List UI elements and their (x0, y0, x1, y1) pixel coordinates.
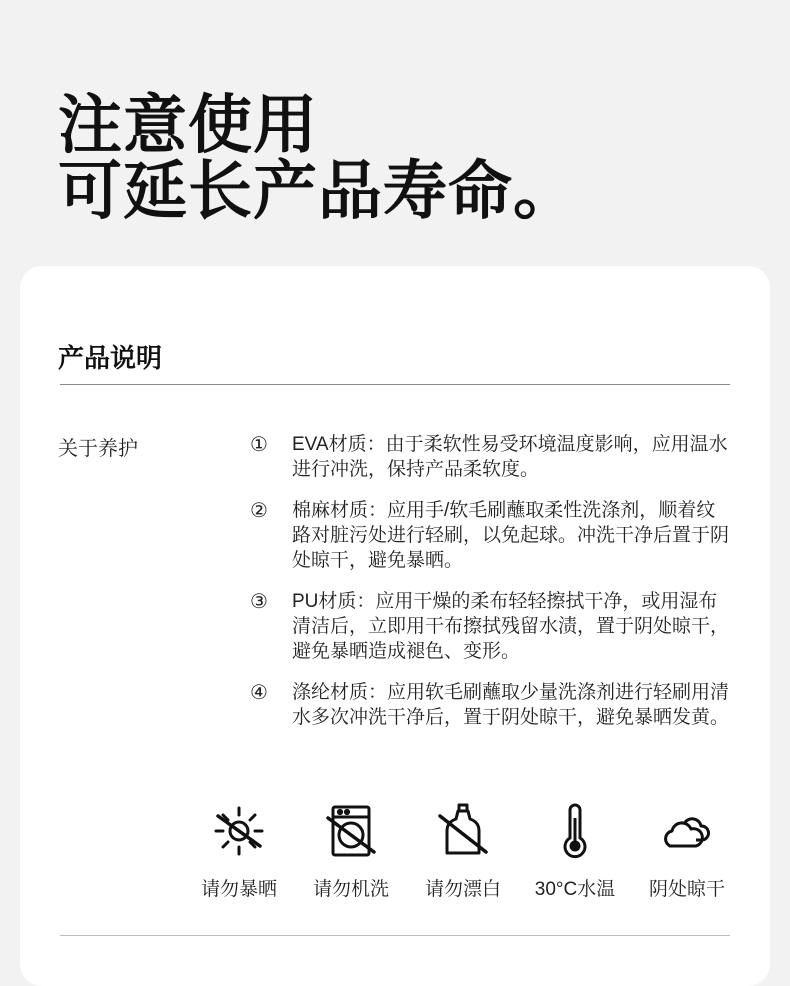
headline-line-1: 注意使用 (58, 89, 318, 161)
cloud-icon (658, 802, 716, 860)
item-number: ② (250, 498, 268, 522)
section-title: 产品说明 (58, 343, 163, 373)
care-icons-row (183, 802, 743, 901)
icon-label: 请勿漂白 (424, 879, 501, 900)
care-item (250, 498, 732, 573)
item-text: EVA材质：由于柔软性易受环境温度影响，应用温水进行冲洗，保持产品柔软度。 (292, 434, 728, 480)
care-icon-shade-dry (631, 802, 743, 901)
care-item (250, 589, 732, 664)
care-icon-no-sun (183, 802, 295, 901)
no-machine-wash-icon (322, 802, 380, 860)
no-sun-icon (210, 802, 268, 860)
item-text: 涤纶材质：应用软毛刷蘸取少量洗涤剂进行轻刷用清水多次冲洗干净后，置于阴处晾干，避免暴晒发黄。 (292, 682, 730, 728)
care-icon-no-machine-wash (295, 802, 407, 901)
product-info-card (20, 266, 770, 986)
care-label: 关于养护 (58, 438, 138, 460)
item-number: ③ (250, 589, 268, 613)
item-text: PU材质：应用干燥的柔布轻轻擦拭干净，或用湿布清洁后，立即用干布擦拭残留水渍，置于阴处晾干，避免暴晒造成褪色、变形。 (292, 591, 730, 662)
icon-label: 请勿暴晒 (200, 879, 277, 900)
icon-label: 请勿机洗 (312, 879, 389, 900)
item-number: ① (250, 432, 268, 456)
care-instructions-list (250, 432, 732, 746)
bottom-divider (60, 935, 730, 936)
icon-label: 30°C水温 (534, 879, 616, 900)
care-item (250, 432, 732, 482)
item-text: 棉麻材质：应用手/软毛刷蘸取柔性洗涤剂，顺着纹路对脏污处进行轻刷，以免起球。冲洗干净后置于阴处晾干，避免暴晒。 (292, 500, 730, 571)
item-number: ④ (250, 680, 268, 704)
thermometer-icon (546, 802, 604, 860)
care-icon-no-bleach (407, 802, 519, 901)
headline (58, 89, 578, 227)
section-divider (60, 384, 730, 385)
icon-label: 阴处晾干 (648, 879, 725, 900)
no-bleach-icon (434, 802, 492, 860)
headline-line-2: 可延长产品寿命。 (58, 155, 578, 227)
care-item (250, 680, 732, 730)
care-icon-thermometer (519, 802, 631, 901)
